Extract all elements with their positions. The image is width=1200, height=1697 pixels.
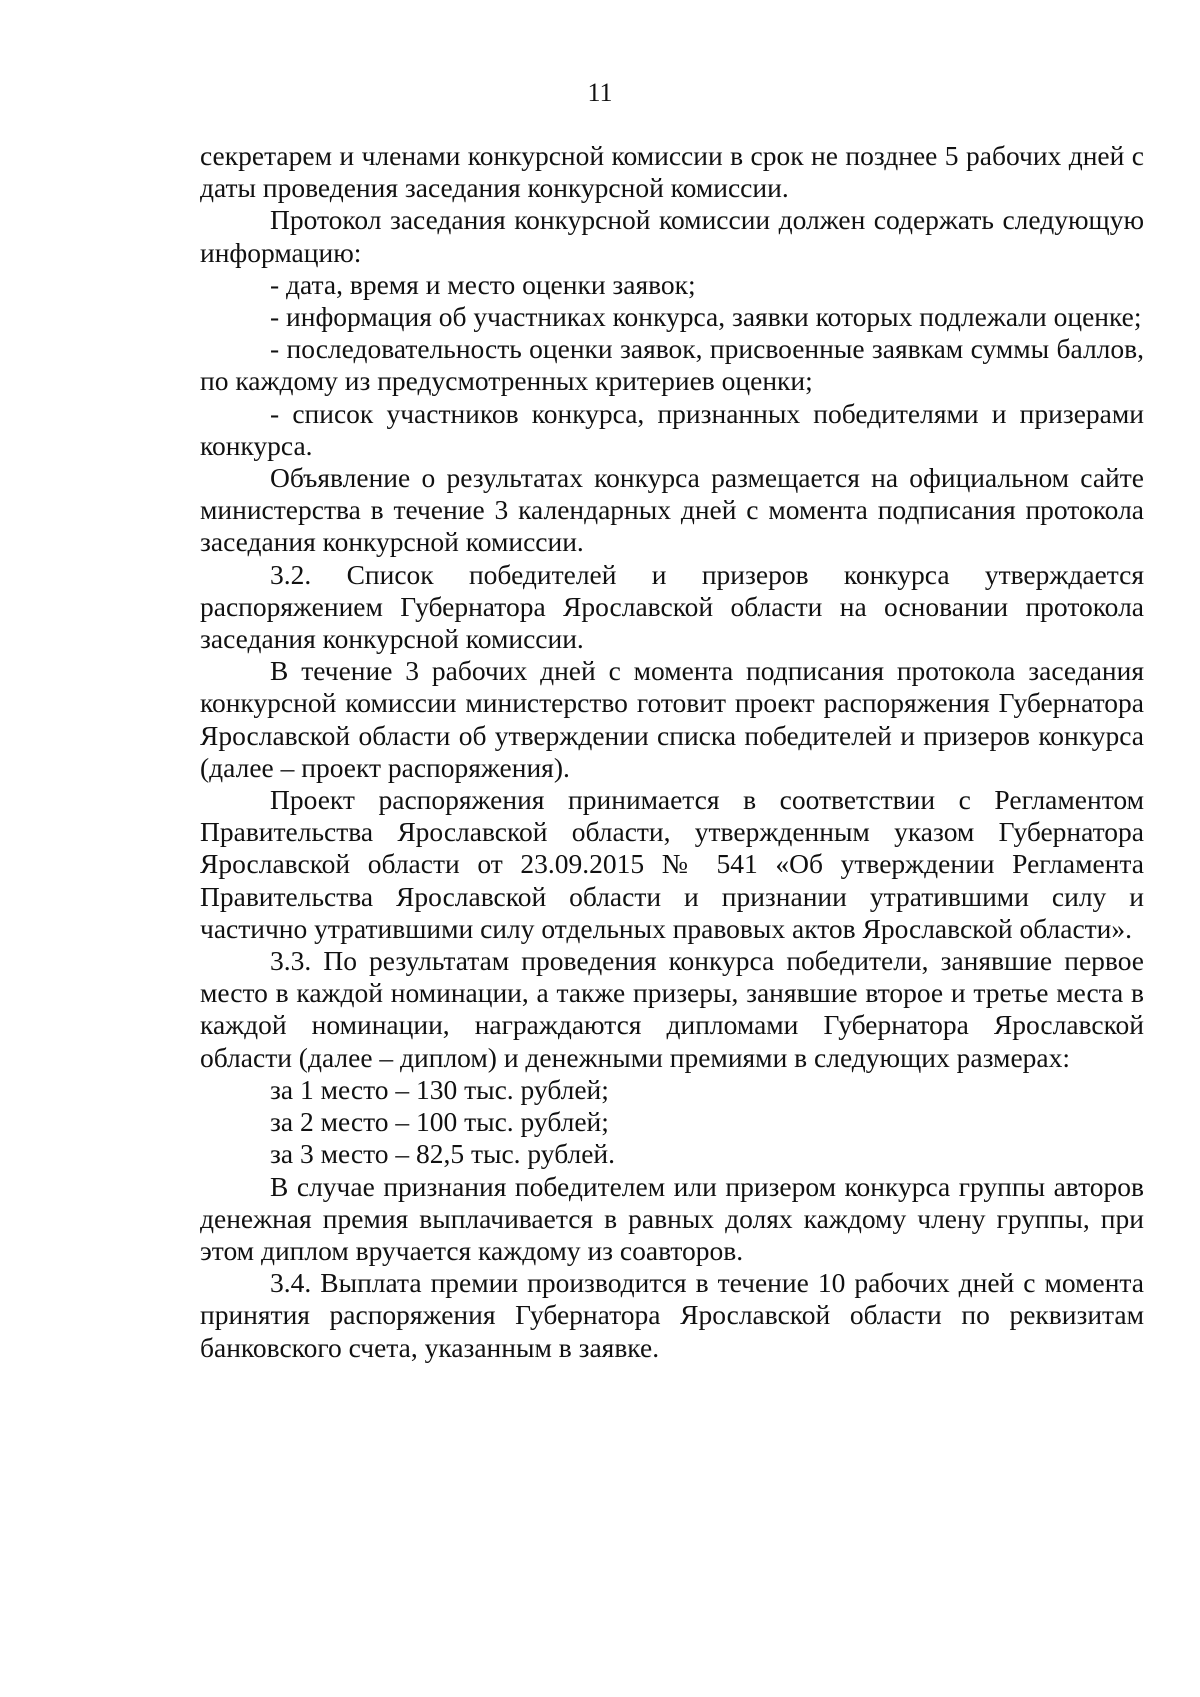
section-paragraph-3-2: 3.2. Список победителей и призеров конкурса утверждается распоряжением Губернатора Ярославской области на основании протокола заседания конкурсной комиссии. bbox=[200, 558, 1144, 655]
paragraph: Объявление о результатах конкурса размещается на официальном сайте министерства в течение 3 календарных дней с момента подписания протокола заседания конкурсной комиссии. bbox=[200, 462, 1144, 558]
prize-line: за 2 место – 100 тыс. рублей; bbox=[270, 1106, 609, 1138]
paragraph: секретарем и членами конкурсной комиссии в срок не позднее 5 рабочих дней с даты проведения заседания конкурсной комиссии. bbox=[200, 140, 1144, 204]
paragraph: Проект распоряжения принимается в соответствии с Регламентом Правительства Ярославской области, утвержденным указом Губернатора Ярославской области от 23.09.2015 № 541 «Об утверждении Регламента Правительства Ярославской области и признании утратившими силу и частично утратившими силу отдельных правовых актов Ярославской области». bbox=[200, 784, 1144, 944]
section-paragraph-3-3: 3.3. По результатам проведения конкурса победители, занявшие первое место в каждой номинации, а также призеры, занявшие второе и третье места в каждой номинации, награждаются дипломами Губернатора Ярославской области (далее – диплом) и денежными премиями в следующих размерах: bbox=[200, 945, 1144, 1073]
document-body bbox=[200, 140, 1144, 1364]
list-item: - список участников конкурса, признанных победителями и призерами конкурса. bbox=[200, 397, 1144, 461]
paragraph: В случае признания победителем или призером конкурса группы авторов денежная премия выплачивается в равных долях каждому члену группы, при этом диплом вручается каждому из соавторов. bbox=[200, 1170, 1144, 1266]
list-item: - информация об участниках конкурса, заявки которых подлежали оценке; bbox=[270, 301, 1142, 333]
paragraph: В течение 3 рабочих дней с момента подписания протокола заседания конкурсной комиссии министерство готовит проект распоряжения Губернатора Ярославской области об утверждении списка победителей и призеров конкурса (далее – проект распоряжения). bbox=[200, 655, 1144, 783]
list-item: - дата, время и место оценки заявок; bbox=[270, 268, 696, 300]
prize-line: за 3 место – 82,5 тыс. рублей. bbox=[270, 1138, 616, 1170]
list-item: - последовательность оценки заявок, присвоенные заявкам суммы баллов, по каждому из предусмотренных критериев оценки; bbox=[200, 333, 1144, 397]
page-number: 11 bbox=[587, 78, 613, 107]
paragraph: Протокол заседания конкурсной комиссии должен содержать следующую информацию: bbox=[200, 204, 1144, 268]
prize-line: за 1 место – 130 тыс. рублей; bbox=[270, 1073, 609, 1105]
section-paragraph-3-4: 3.4. Выплата премии производится в течение 10 рабочих дней с момента принятия распоряжения Губернатора Ярославской области по реквизитам банковского счета, указанным в заявке. bbox=[200, 1267, 1144, 1363]
